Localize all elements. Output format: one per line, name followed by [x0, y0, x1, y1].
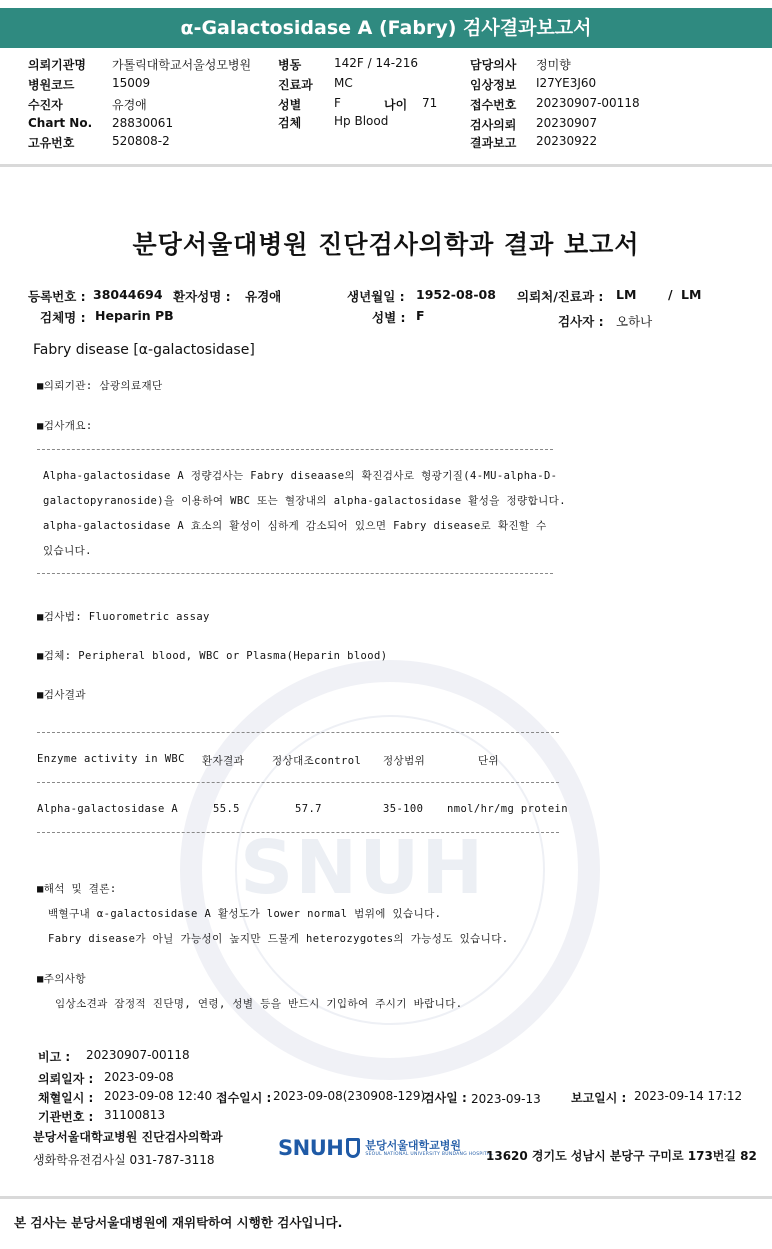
table-header-patient: 환자결과 — [202, 755, 245, 767]
report-title: 분당서울대병원 진단검사의학과 결과 보고서 — [132, 230, 640, 259]
report-date-label: 보고일시 : — [571, 1091, 627, 1105]
caution-heading: ■주의사항 — [37, 973, 86, 985]
age-value: 71 — [422, 96, 438, 110]
specimen-name-value: Heparin PB — [95, 308, 174, 323]
interpretation-line: Fabry disease가 아닐 가능성이 높지만 드물게 heterozygotes의 가능성도 있습니다. — [48, 933, 509, 945]
logo-english-name: SEOUL NATIONAL UNIVERSITY BUNDANG HOSPITAL — [365, 1152, 493, 1157]
patient-label: 수진자 — [28, 98, 63, 112]
table-header-separator — [37, 782, 559, 783]
table-header-unit: 단위 — [478, 755, 500, 767]
caution-line: 임상소견과 잠정적 진단명, 연령, 성별 등을 반드시 기입하여 주시기 바랍니다. — [55, 998, 463, 1010]
examiner-value: 오하나 — [616, 314, 653, 329]
receipt-value: 2023-09-08(230908-129) — [273, 1089, 426, 1103]
department-label: 진료과 — [278, 78, 313, 92]
table-cell-range: 35-100 — [383, 803, 424, 815]
referral-value: LM — [616, 287, 637, 302]
result-heading: ■검사결과 — [37, 689, 86, 701]
unique-no-label: 고유번호 — [28, 136, 75, 150]
test-date-value: 2023-09-13 — [471, 1092, 541, 1106]
unique-no-value: 520808-2 — [112, 134, 170, 148]
overview-line: galactopyranoside)을 이용하여 WBC 또는 혈장내의 alpha-galactosidase 활성을 정량합니다. — [43, 495, 566, 507]
table-top-separator — [37, 732, 559, 733]
patient-name-value: 유경애 — [245, 289, 282, 304]
ward-value: 142F / 14-216 — [334, 56, 418, 70]
test-date-label: 검사일 : — [423, 1091, 467, 1105]
overview-bottom-separator — [37, 573, 553, 574]
logo-snuh-text: SNUH — [278, 1136, 344, 1160]
table-header-test: Enzyme activity in WBC — [37, 753, 185, 765]
institution-label: 의뢰기관명 — [28, 58, 86, 72]
report-title-bar: α-Galactosidase A (Fabry) 검사결과보고서 — [0, 8, 772, 48]
watermark-logo: SNUH — [240, 825, 486, 911]
lab-contact: 생화학유전검사실 031-787-3118 — [33, 1153, 215, 1167]
result-report-value: 20230922 — [536, 134, 598, 148]
table-cell-patient: 55.5 — [213, 803, 240, 815]
collect-value: 2023-09-08 12:40 — [104, 1089, 213, 1103]
chart-no-label: Chart No. — [28, 116, 93, 130]
clinical-info-value: I27YE3J60 — [536, 76, 597, 90]
clinical-info-label: 임상정보 — [470, 78, 517, 92]
sex-label: 성별 — [278, 98, 302, 112]
receipt-label: 접수일시 : — [216, 1091, 272, 1105]
referral-value-2: LM — [681, 287, 702, 302]
interpretation-heading: ■해석 및 결론: — [37, 883, 117, 895]
specimen-name-label: 검체명 : — [40, 310, 86, 325]
doctor-label: 담당의사 — [470, 58, 517, 72]
report-body — [0, 170, 772, 1190]
dob-value: 1952-08-08 — [416, 287, 496, 302]
ward-label: 병동 — [278, 58, 302, 72]
referral-separator: / — [668, 287, 673, 302]
note-label: 비고 : — [38, 1050, 71, 1064]
header-info — [0, 56, 772, 156]
report-date-value: 2023-09-14 17:12 — [634, 1089, 743, 1103]
receipt-no-value: 20230907-00118 — [536, 96, 640, 110]
doctor-value: 정미향 — [536, 58, 571, 72]
institution-line: ■의뢰기관: 삼광의료재단 — [37, 380, 163, 392]
overview-line: alpha-galactosidase A 효소의 활성이 심하게 감소되어 있으면 Fabry disease로 확진할 수 — [43, 520, 547, 532]
table-bottom-separator — [37, 832, 559, 833]
specimen-label: 검체 — [278, 116, 302, 130]
receipt-no-label: 접수번호 — [470, 98, 517, 112]
specimen-line: ■검체: Peripheral blood, WBC or Plasma(Heparin blood) — [37, 650, 388, 662]
logo-korean-name: 분당서울대학교병원 — [365, 1139, 461, 1152]
reg-no-value: 38044694 — [93, 287, 163, 302]
hospital-address: 13620 경기도 성남시 분당구 구미로 173번길 82 — [486, 1149, 757, 1163]
dob-label: 생년월일 : — [347, 289, 405, 304]
reg-no-label: 등록번호 : — [28, 289, 86, 304]
hospital-code-value: 15009 — [112, 76, 151, 90]
method-line: ■검사법: Fluorometric assay — [37, 611, 210, 623]
chart-no-value: 28830061 — [112, 116, 174, 130]
report-sex-value: F — [416, 308, 425, 323]
lab-department: 분당서울대학교병원 진단검사의학과 — [33, 1130, 223, 1144]
request-date-value: 2023-09-08 — [104, 1070, 174, 1084]
table-cell-control: 57.7 — [295, 803, 322, 815]
org-no-label: 기관번호 : — [38, 1110, 94, 1124]
test-name: Fabry disease [α-galactosidase] — [33, 342, 255, 358]
patient-name-label: 환자성명 : — [173, 289, 231, 304]
interpretation-line: 백혈구내 α-galactosidase A 활성도가 lower normal 범위에 있습니다. — [48, 908, 442, 920]
report-sex-label: 성별 : — [372, 310, 406, 325]
note-value: 20230907-00118 — [86, 1048, 190, 1062]
request-date-label: 의뢰일자 : — [38, 1072, 94, 1086]
request-value: 20230907 — [536, 116, 598, 130]
table-cell-unit: nmol/hr/mg protein — [447, 803, 568, 815]
result-report-label: 결과보고 — [470, 136, 517, 150]
examiner-label: 검사자 : — [558, 314, 604, 329]
table-header-range: 정상범위 — [383, 755, 426, 767]
header-divider — [0, 164, 772, 167]
table-cell-test: Alpha-galactosidase A — [37, 803, 179, 815]
referral-label: 의뢰처/진료과 : — [517, 289, 604, 304]
table-header-control: 정상대조control — [272, 755, 362, 767]
logo-mark-icon — [346, 1138, 360, 1158]
overview-top-separator — [37, 449, 553, 450]
overview-line: 있습니다. — [43, 545, 92, 557]
overview-line: Alpha-galactosidase A 정량검사는 Fabry diseaase의 확진검사로 형광기질(4-MU-alpha-D- — [43, 470, 558, 482]
institution-value: 가톨릭대학교서울성모병원 — [112, 58, 252, 72]
hospital-code-label: 병원코드 — [28, 78, 75, 92]
sex-value: F — [334, 96, 341, 110]
specimen-value: Hp Blood — [334, 114, 389, 128]
bottom-note: 본 검사는 분당서울대병원에 재위탁하여 시행한 검사입니다. — [14, 1215, 343, 1230]
department-value: MC — [334, 76, 353, 90]
collect-label: 채혈일시 : — [38, 1091, 94, 1105]
org-no-value: 31100813 — [104, 1108, 166, 1122]
patient-value: 유경애 — [112, 98, 147, 112]
request-label: 검사의뢰 — [470, 118, 517, 132]
bottom-divider — [0, 1196, 772, 1199]
logo-name-block — [365, 1139, 493, 1157]
overview-heading: ■검사개요: — [37, 420, 93, 432]
age-label: 나이 — [384, 98, 408, 112]
hospital-logo — [278, 1135, 493, 1161]
